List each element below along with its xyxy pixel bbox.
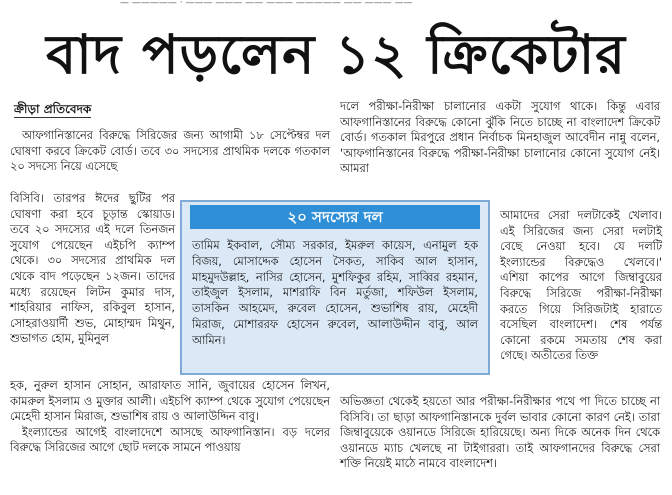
article-left-bottom xyxy=(10,378,330,456)
clipped-top-text: — ————— · ——— ——— —— ——— ————— —— ——— —— xyxy=(120,0,413,6)
article-paragraph-1c: হক, নুরুল হাসান সোহান, আরাফাত সানি, জুবায়ের হোসেন লিখন, কামরুল ইসলাম ও মুক্তার আলী। এইচপি ক্যাম্প থেকে সুযোগ পেয়েছেন মেহেদী হাসান মিরাজ, শুভাশিষ রায় ও আলাউদ্দিন বাবু। xyxy=(10,379,330,424)
article-right-paragraph-side: আমাদের সেরা দলটাকেই খেলাব। এই সিরিজের জন্য সেরা দলটাই বেছে নেওয়া হবে। যে দলটি ইংল্যান্ডের বিরুদ্ধেও খেলবে।' এশিয়া কাপের আগে জিম্বাবুয়ের বিরুদ্ধে সিরিজে পরীক্ষা-নিরীক্ষা করতে গিয়ে সিরিজটাই হারাতে বসেছিল বাংলাদেশ। শেষ পর্যন্ত কোনো রকমে সমতায় শেষ করা গেছে। অতীতের তিক্ত xyxy=(500,209,662,363)
article-right-bottom xyxy=(340,394,660,472)
squad-box xyxy=(180,200,490,375)
article-left-column xyxy=(10,128,330,175)
article-right-paragraph-top: দলে পরীক্ষা-নিরীক্ষা চালানোর একটা সুযোগ থাকে। কিন্তু এবার আফগানিস্তানের বিরুদ্ধে কোনো ঝুঁকি নিতে চাচ্ছে না বাংলাদেশ ক্রিকেট বোর্ড। গতকাল মিরপুরে প্রধান নির্বাচক মিনহাজুল আবেদীন নান্নু বলেন, 'আফগানিস্তানের বিরুদ্ধে পরীক্ষা-নিরীক্ষা চালানোর কোনো সুযোগ নেই। আমরা xyxy=(340,100,660,176)
article-paragraph-1b: বিসিবি। তারপর ঈদের ছুটির পর ঘোষণা করা হবে চূড়ান্ত স্কোয়াড। তবে ২০ সদস্যের এই দলে তিনজন সুযোগ পেয়েছেন এইচপি ক্যাম্প থেকে। ৩০ সদস্যের প্রাথমিক দল থেকে বাদ পড়েছেন ১২জন। তাদের মধ্যে রয়েছেন লিটন কুমার দাস, শাহরিয়ার নাফিস, রকিবুল হাসান, সোহরাওয়ার্দী শুভ, মোহাম্মদ মিথুন, শুভাগত হোম, মুমিনুল xyxy=(10,192,175,346)
squad-box-title: ২০ সদস্যের দল xyxy=(190,205,480,229)
headline: বাদ পড়লেন ১২ ক্রিকেটার xyxy=(46,23,626,86)
squad-box-header xyxy=(182,202,488,232)
article-left-narrow xyxy=(10,191,175,347)
article-right-side xyxy=(500,208,662,364)
squad-player-list: তামিম ইকবাল, সৌম্য সরকার, ইমরুল কায়েস, এনামুল হক বিজয়, মোসাদ্দেক হোসেন সৈকত, সাকিব আল হাসান, মাহমুদউল্লাহ, নাসির হোসেন, মুশফিকুর রহিম, সাব্বির রহমান, তাইজুল ইসলাম, মাশরাফি বিন মর্তুজা, শফিউল ইসলাম, তাসকিন আহমেদ, রুবেল হোসেন, শুভাশিষ রায়, মেহেদী মিরাজ, মোশাররফ হোসেন রুবেল, আলাউদ্দীন বাবু, আল আমিন। xyxy=(192,239,478,347)
article-paragraph-2: ইংল্যান্ডের আগেই বাংলাদেশে আসছে আফগানিস্তান। বড় দলের বিরুদ্ধে সিরিজের আগে ছোট দলকে সামনে পাওয়ায় xyxy=(10,425,330,455)
byline: ক্রীড়া প্রতিবেদক xyxy=(14,102,92,116)
article-paragraph-1a: আফগানিস্তানের বিরুদ্ধে সিরিজের জন্য আগামী ১৮ সেপ্টেম্বর দল ঘোষণা করবে ক্রিকেট বোর্ড। তবে ৩০ সদস্যের প্রাথমিক দলকে গতকাল ২০ সদস্যে নিয়ে এসেছে xyxy=(10,129,330,174)
article-right-top xyxy=(340,99,660,177)
article-right-paragraph-bottom: অভিজ্ঞতা থেকেই হয়তো আর পরীক্ষা-নিরীক্ষার পথে পা দিতে চাচ্ছে না বিসিবি। তা ছাড়া আফগানিস্তানকে দুর্বল ভাবার কোনো কারণ নেই। তারা জিম্বাবুয়েকে ওয়ানডে সিরিজে হারিয়েছে। অন্য দিকে অনেক দিন থেকে ওয়ানডে ম্যাচ খেলছে না টাইগাররা। তাই আফগানদের বিরুদ্ধে সেরা শক্তি নিয়েই মাঠে নামবে বাংলাদেশ। xyxy=(340,395,660,471)
